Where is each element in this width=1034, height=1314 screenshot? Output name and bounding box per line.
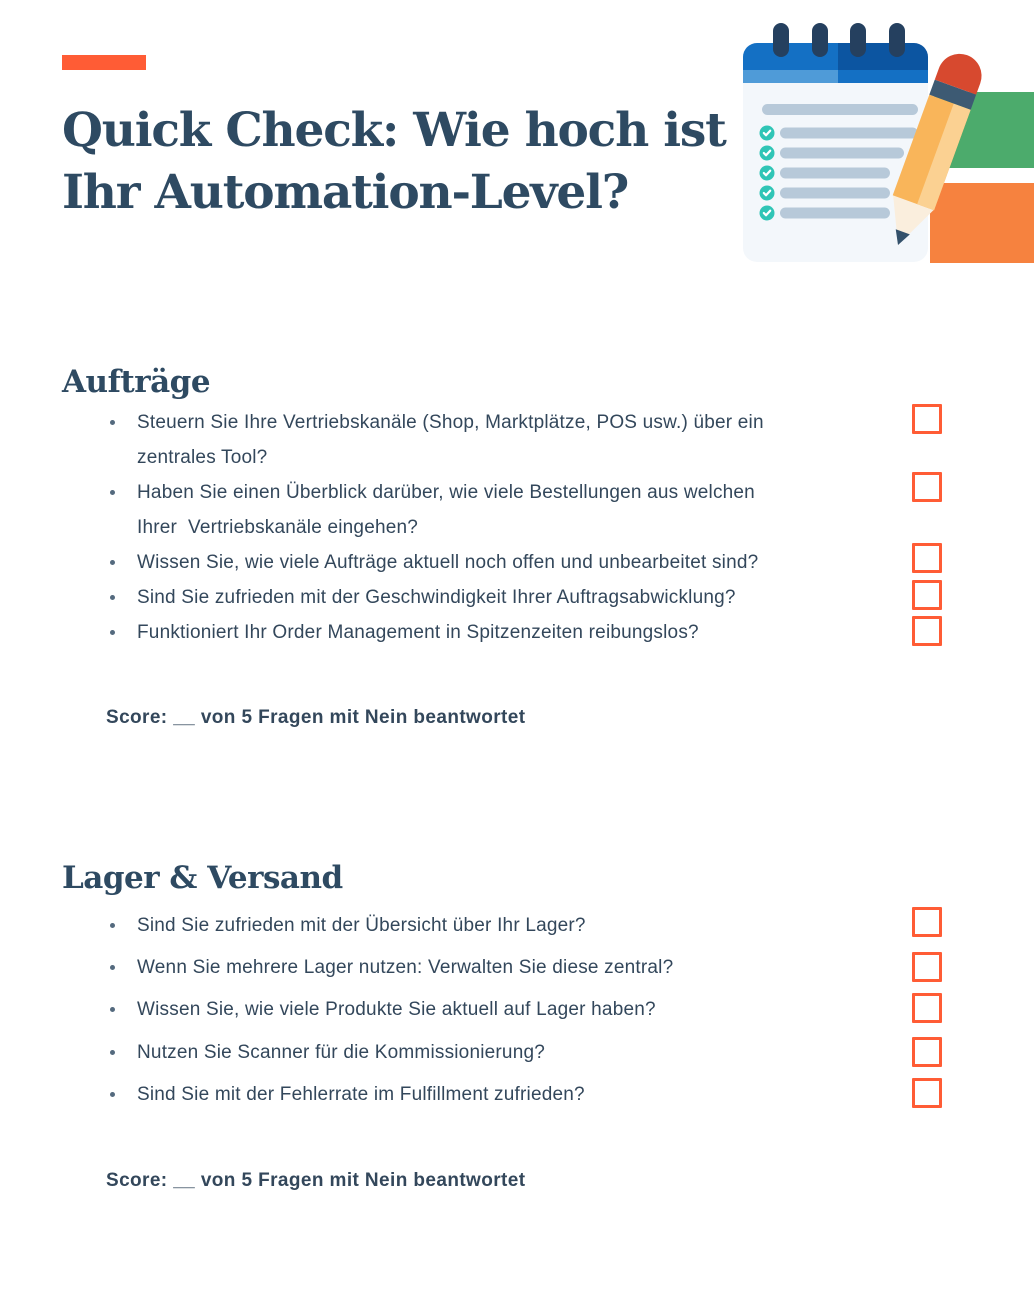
item-text: Sind Sie mit der Fehlerrate im Fulfillment zufrieden? bbox=[137, 1084, 585, 1105]
item-text: Steuern Sie Ihre Vertriebskanäle (Shop, Marktplätze, POS usw.) über ein bbox=[137, 412, 764, 433]
item-text: Wenn Sie mehrere Lager nutzen: Verwalten Sie diese zentral? bbox=[137, 957, 674, 978]
checkbox-s1-q4[interactable] bbox=[912, 580, 942, 610]
checklist-item bbox=[106, 405, 866, 475]
notepad-pencil-illustration bbox=[734, 0, 1034, 270]
orange-block bbox=[930, 183, 1034, 263]
checklist-item bbox=[106, 580, 866, 615]
section-heading-auftraege: Aufträge bbox=[62, 364, 211, 400]
item-text: Nutzen Sie Scanner für die Kommissionierung? bbox=[137, 1042, 546, 1063]
item-text: Ihrer Vertriebskanäle eingehen? bbox=[137, 517, 419, 538]
checklist-item bbox=[106, 950, 866, 985]
checklist-item bbox=[106, 1035, 866, 1070]
checkbox-s2-q1[interactable] bbox=[912, 907, 942, 937]
item-text: Funktioniert Ihr Order Management in Spitzenzeiten reibungslos? bbox=[137, 622, 699, 643]
item-text: Sind Sie zufrieden mit der Geschwindigkeit Ihrer Auftragsabwicklung? bbox=[137, 587, 736, 608]
bullet-icon bbox=[110, 630, 115, 635]
bullet-icon bbox=[110, 923, 115, 928]
score-line-lager-versand: Score: __ von 5 Fragen mit Nein beantwortet bbox=[106, 1170, 526, 1191]
item-text: Wissen Sie, wie viele Produkte Sie aktuell auf Lager haben? bbox=[137, 999, 656, 1020]
checklist-item bbox=[106, 992, 866, 1027]
bullet-icon bbox=[110, 1092, 115, 1097]
section-heading-lager-versand: Lager & Versand bbox=[62, 860, 343, 896]
checklist-item bbox=[106, 1077, 866, 1112]
bullet-icon bbox=[110, 1050, 115, 1055]
bullet-icon bbox=[110, 965, 115, 970]
item-text: Wissen Sie, wie viele Aufträge aktuell noch offen und unbearbeitet sind? bbox=[137, 552, 759, 573]
checkbox-s2-q5[interactable] bbox=[912, 1078, 942, 1108]
page-title-line2: Ihr Automation-Level? bbox=[62, 165, 629, 220]
checkbox-s2-q4[interactable] bbox=[912, 1037, 942, 1067]
checklist-item bbox=[106, 475, 866, 545]
checkbox-s1-q2[interactable] bbox=[912, 472, 942, 502]
score-line-auftraege: Score: __ von 5 Fragen mit Nein beantwortet bbox=[106, 707, 526, 728]
accent-bar bbox=[62, 55, 146, 70]
checkbox-s2-q2[interactable] bbox=[912, 952, 942, 982]
checklist-item bbox=[106, 908, 866, 943]
checklist-item bbox=[106, 545, 866, 580]
checkbox-s2-q3[interactable] bbox=[912, 993, 942, 1023]
bullet-icon bbox=[110, 1007, 115, 1012]
checkbox-s1-q5[interactable] bbox=[912, 616, 942, 646]
bullet-icon bbox=[110, 595, 115, 600]
bullet-icon bbox=[110, 420, 115, 425]
page-title-line1: Quick Check: Wie hoch ist bbox=[62, 103, 726, 158]
page-title bbox=[62, 100, 742, 224]
item-text: Haben Sie einen Überblick darüber, wie viele Bestellungen aus welchen bbox=[137, 482, 755, 503]
bullet-icon bbox=[110, 560, 115, 565]
checklist-item bbox=[106, 615, 866, 650]
item-text: Sind Sie zufrieden mit der Übersicht über Ihr Lager? bbox=[137, 915, 586, 936]
checkbox-s1-q3[interactable] bbox=[912, 543, 942, 573]
item-text: zentrales Tool? bbox=[137, 447, 268, 468]
bullet-icon bbox=[110, 490, 115, 495]
checkbox-s1-q1[interactable] bbox=[912, 404, 942, 434]
